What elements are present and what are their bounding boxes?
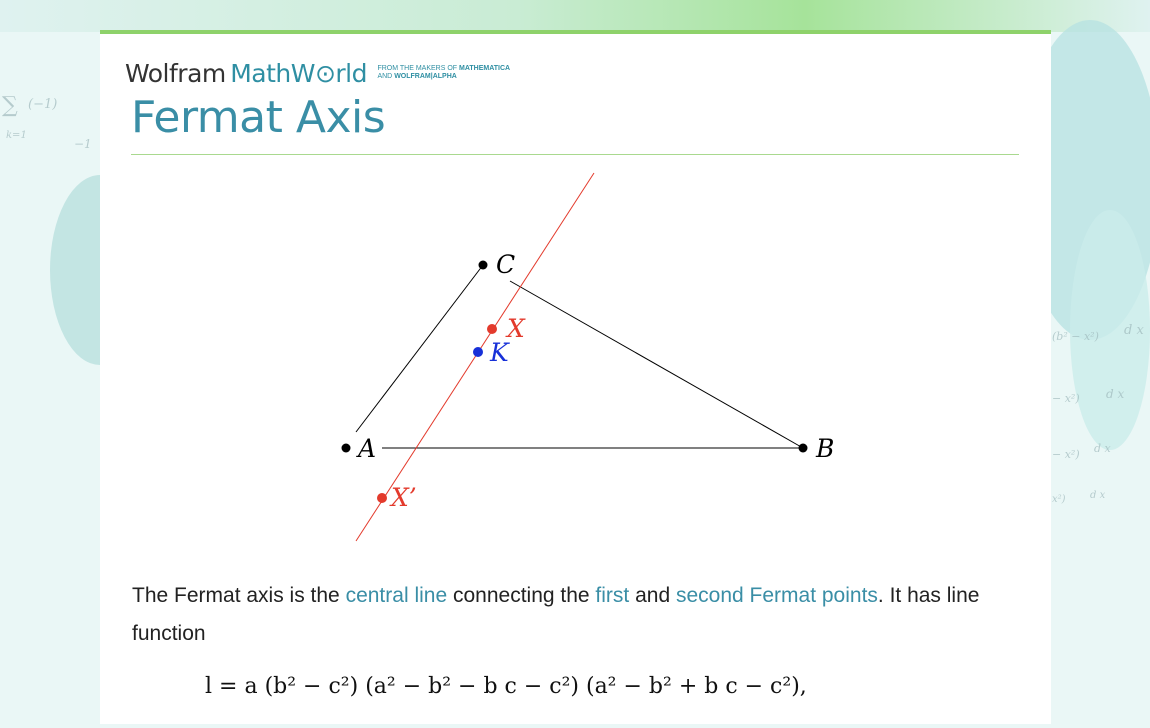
- svg-text:x²): x²): [1052, 494, 1066, 505]
- svg-text:d x: d x: [1094, 442, 1111, 455]
- first-fermat-point: [487, 324, 497, 334]
- vertex-a-point: [342, 444, 351, 453]
- svg-text:d x: d x: [1090, 490, 1106, 501]
- label-x: X: [507, 314, 525, 343]
- brand-tagline: FROM THE MAKERS OF MATHEMATICA AND WOLFRAM|ALPHA: [377, 65, 511, 80]
- background-formula-right: (b² − x²): [1052, 330, 1099, 343]
- svg-text:k=1: k=1: [6, 130, 27, 141]
- page-title: Fermat Axis: [131, 92, 386, 143]
- svg-text:−1: −1: [74, 137, 92, 151]
- line-function-equation: l = a (b² − c²) (a² − b² − b c − c²) (a² − b² + b c − c²),: [205, 674, 807, 699]
- svg-text:− x²): − x²): [1052, 392, 1080, 405]
- label-k: K: [490, 338, 509, 367]
- triangle: [356, 265, 803, 448]
- side-bc: [510, 281, 803, 448]
- side-ca: [356, 265, 483, 432]
- svg-text:d x: d x: [1124, 323, 1144, 338]
- label-a: A: [358, 434, 377, 463]
- content-card: [100, 30, 1051, 724]
- svg-text:(−1): (−1): [28, 97, 58, 112]
- label-b: B: [816, 434, 835, 463]
- link-first-fermat-point[interactable]: first: [595, 584, 630, 607]
- link-central-line[interactable]: central line: [345, 584, 448, 607]
- brand-mathworld: MathW⊙rld: [230, 59, 367, 88]
- link-second-fermat-points[interactable]: second Fermat points: [675, 584, 878, 607]
- label-x-prime: X’: [391, 483, 417, 512]
- symmedian-point: [473, 347, 483, 357]
- label-c: C: [496, 250, 516, 279]
- svg-text:d x: d x: [1106, 387, 1125, 401]
- background-formula-left: ∑: [2, 93, 18, 118]
- svg-text:− x²): − x²): [1052, 448, 1080, 461]
- brand-wolfram: Wolfram: [125, 59, 226, 88]
- vertex-b-point: [799, 444, 808, 453]
- vertex-c-point: [479, 261, 488, 270]
- definition-paragraph: The Fermat axis is the central line connecting the first and second Fermat points. It has line function: [132, 584, 980, 645]
- second-fermat-point: [377, 493, 387, 503]
